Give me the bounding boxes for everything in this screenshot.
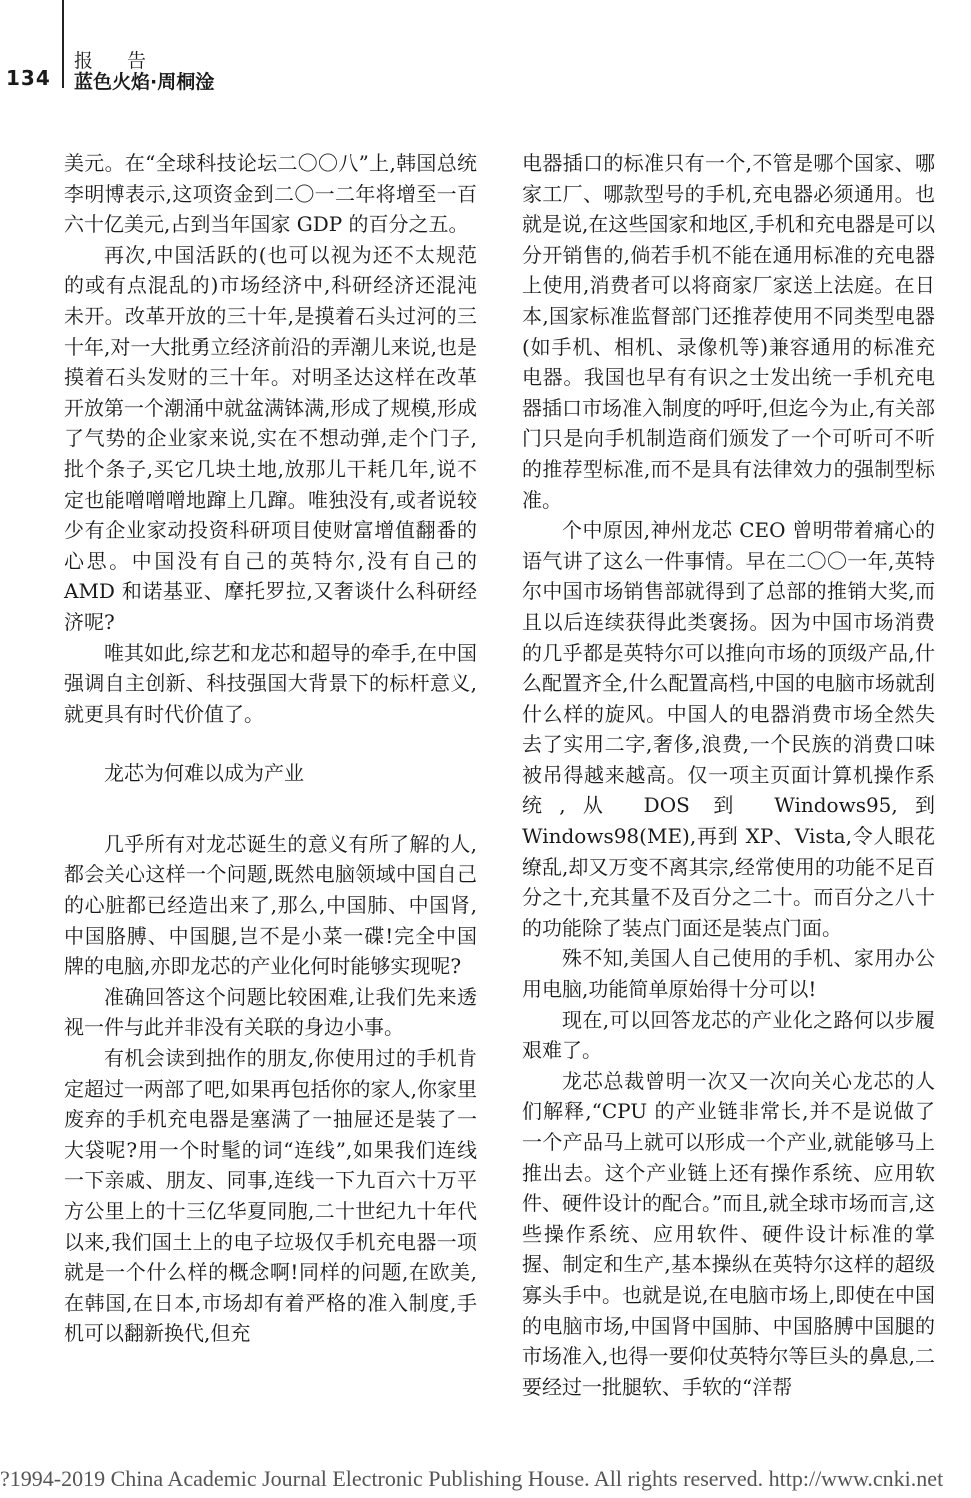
- copyright-footer: ?1994-2019 China Academic Journal Electronic Publishing House. All rights reserved. http://www.cnki.net: [0, 1466, 944, 1491]
- paragraph: 现在,可以回答龙芯的产业化之路何以步履艰难了。: [522, 1007, 935, 1063]
- right-column: [522, 148, 935, 1402]
- paragraph: 唯其如此,综艺和龙芯和超导的牵手,在中国强调自主创新、科技强国大背景下的标杆意义,就更具有时代价值了。: [64, 640, 477, 726]
- paragraph: 准确回答这个问题比较困难,让我们先来透视一件与此并非没有关联的身边小事。: [64, 984, 477, 1040]
- page-number: 134: [6, 66, 51, 90]
- paragraph: 龙芯总裁曾明一次又一次向关心龙芯的人们解释,“CPU 的产业链非常长,并不是说做了一个产品马上就可以形成一个产业,就能够马上推出去。这个产业链上还有操作系统、应用软件、硬件设计的配合。”而且,就全球市场而言,这些操作系统、应用软件、硬件设计标准的掌握、制定和生产,基本操纵在英特尔这样的超级寡头手中。也就是说,在电脑市场上,即使在中国的电脑市场,中国肾中国肺、中国胳膊中国腿的市场准入,也得一要仰仗英特尔等巨头的鼻息,二要经过一批腿软、手软的“洋帮: [522, 1068, 935, 1399]
- paragraph: 再次,中国活跃的(也可以视为还不太规范的或有点混乱的)市场经济中,科研经济还混沌未开。改革开放的三十年,是摸着石头过河的三十年,对一大批勇立经济前沿的弄潮儿来说,也是摸着石头发财的三十年。对明圣达这样在改革开放第一个潮涌中就盆满钵满,形成了规模,形成了气势的企业家来说,实在不想动弹,走个门子,批个条子,买它几块土地,放那儿干耗几年,说不定也能噌噌噌地蹿上几蹿。唯独没有,或者说较少有企业家动投资科研项目使财富增值翻番的心思。中国没有自己的英特尔,没有自己的 AMD 和诺基亚、摩托罗拉,又奢谈什么科研经济呢?: [64, 242, 477, 634]
- left-column: [64, 148, 477, 1349]
- paragraph: 几乎所有对龙芯诞生的意义有所了解的人,都会关心这样一个问题,既然电脑领域中国自己的心脏都已经造出来了,那么,中国肺、中国肾,中国胳膊、中国腿,岂不是小菜一碟!完全中国牌的电脑,亦即龙芯的产业化何时能够实现呢?: [64, 831, 477, 979]
- section-heading: 龙芯为何难以成为产业: [104, 761, 304, 786]
- paragraph: 电器插口的标准只有一个,不管是哪个国家、哪家工厂、哪款型号的手机,充电器必须通用。也就是说,在这些国家和地区,手机和充电器是可以分开销售的,倘若手机不能在通用标准的充电器上使用,消费者可以将商家厂家送上法庭。在日本,国家标准监督部门还推荐使用不同类型电器(如手机、相机、录像机等)兼容通用的标准充电器。我国也早有有识之士发出统一手机充电器插口市场准入制度的呼吁,但迄今为止,有关部门只是向手机制造商们颁发了一个可听可不听的推荐型标准,而不是具有法律效力的强制型标准。: [522, 151, 935, 512]
- paragraph: 个中原因,神州龙芯 CEO 曾明带着痛心的语气讲了这么一件事情。早在二〇〇一年,英特尔中国市场销售部就得到了总部的推销大奖,而且以后连续获得此类褒扬。因为中国市场消费的几乎都是英特尔可以推向市场的顶级产品,什么配置齐全,什么配置高档,中国的电脑市场就刮什么样的旋风。中国人的电器消费市场全然失去了实用二字,奢侈,浪费,一个民族的消费口味被吊得越来越高。仅一项主页面计算机操作系统,从 DOS 到 Windows95,到 Windows98(ME),再到 XP、Vista,令人眼花缭乱,却又万变不离其宗,经常使用的功能不足百分之十,充其量不及百分之二十。而百分之八十的功能除了装点门面还是装点门面。: [522, 518, 935, 940]
- paragraph: 有机会读到拙作的朋友,你使用过的手机肯定超过一两部了吧,如果再包括你的家人,你家里废弃的手机充电器是塞满了一抽屉还是装了一大袋呢?用一个时髦的词“连线”,如果我们连线一下亲戚、朋友、同事,连线一下九百六十万平方公里上的十三亿华夏同胞,二十世纪九十年代以来,我们国土上的电子垃圾仅手机充电器一项就是一个什么样的概念啊!同样的问题,在欧美,在韩国,在日本,市场却有着严格的准入制度,手机可以翻新换代,但充: [64, 1046, 477, 1346]
- section-label: 报 告: [74, 50, 161, 72]
- paragraph: 殊不知,美国人自己使用的手机、家用办公用电脑,功能简单原始得十分可以!: [522, 946, 935, 1002]
- header-rule: [62, 0, 64, 88]
- paragraph: 美元。在“全球科技论坛二〇〇八”上,韩国总统李明博表示,这项资金到二〇一二年将增至一百六十亿美元,占到当年国家 GDP 的百分之五。: [64, 151, 477, 237]
- running-title: 蓝色火焰·周桐淦: [74, 71, 215, 93]
